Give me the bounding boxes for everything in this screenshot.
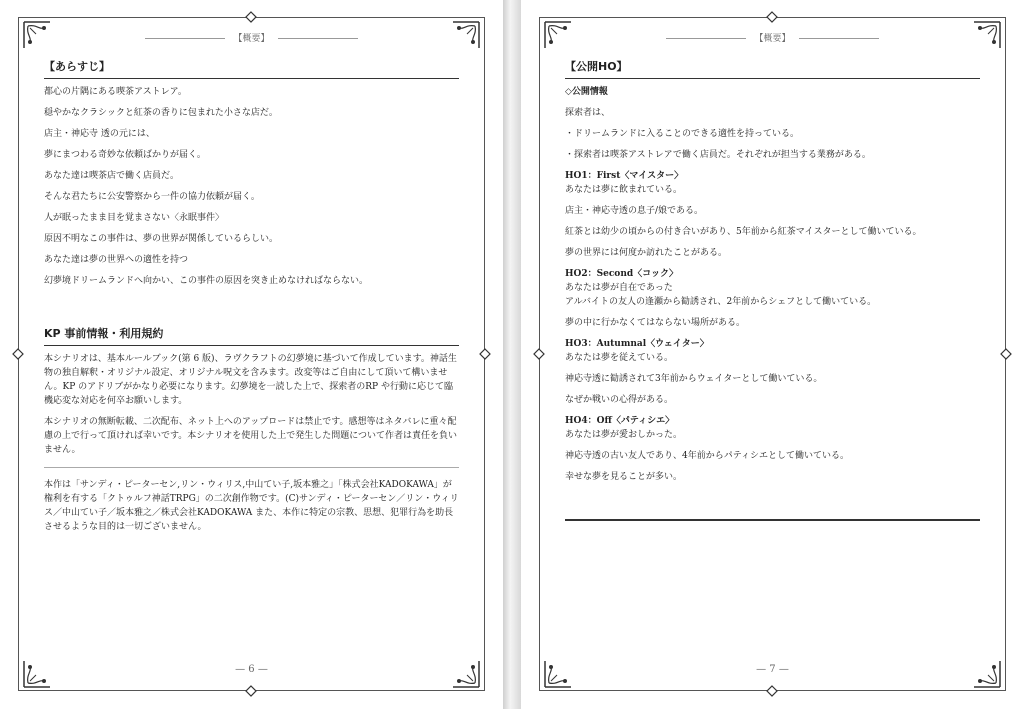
page-number: — 6 — <box>235 664 268 675</box>
diamond-icon <box>12 348 24 360</box>
handout-line: 夢の世界には何度か訪れたことがある。 <box>565 248 728 258</box>
diamond-icon <box>245 685 257 697</box>
page-header <box>521 31 1024 44</box>
left-content <box>44 58 459 541</box>
handout-line: あなたは夢が愛おしかった。 <box>565 430 683 440</box>
synopsis-line: そんな君たちに公安警察から一件の協力依頼が届く。 <box>44 192 260 202</box>
diamond-icon <box>245 11 257 23</box>
synopsis-line: 夢にまつわる奇妙な依頼ばかりが届く。 <box>44 150 206 160</box>
handout-line: 神応寺透の古い友人であり、4年前からパティシエとして働いている。 <box>565 451 850 461</box>
handout-line: アルバイトの友人の逢瀬から勧誘され、2年前からシェフとして働いている。 <box>565 297 877 307</box>
section-end-rule <box>565 519 980 521</box>
kp-info-title: KP 事前情報・利用規約 <box>44 327 164 340</box>
handout-ho1 <box>565 169 980 260</box>
diamond-icon <box>1000 348 1012 360</box>
left-page <box>0 0 503 709</box>
page-header <box>0 31 503 44</box>
book-gutter <box>503 0 521 709</box>
handout-title: HO2：Second〈コック〉 <box>565 269 678 279</box>
diamond-icon <box>766 685 778 697</box>
diamond-icon <box>479 348 491 360</box>
handout-line: あなたは夢を従えている。 <box>565 353 674 363</box>
page-number: — 7 — <box>756 664 789 675</box>
handout-line: 神応寺透に勧誘されて3年前からウェイターとして働いている。 <box>565 374 823 384</box>
handout-line: なぜか戦いの心得がある。 <box>565 395 674 405</box>
synopsis-line: 原因不明なこの事件は、夢の世界が関係しているらしい。 <box>44 234 279 244</box>
kp-paragraph: 本シナリオは、基本ルールブック(第 6 版)、ラヴクラフトの幻夢境に基づいて作成しています。神話生物の独自解釈・オリジナル設定、オリジナル呪文を含みます。改変等はご自由にして頂いて構いません。KP のアドリブがかなり必要になります。幻夢境を一読した上で、探索者のRP や行動に応じて臨機応変な対応を何卒お願いします。 <box>44 354 457 406</box>
right-page <box>521 0 1024 709</box>
handout-line: 紅茶とは幼少の頃からの付き合いがあり、5年前から紅茶マイスターとして働いている。 <box>565 227 922 237</box>
public-ho-title: 【公開HO】 <box>565 60 628 73</box>
header-label: 【概要】 <box>233 34 270 44</box>
handout-line: あなたは夢に飲まれている。 <box>565 185 683 195</box>
handout-ho4 <box>565 414 980 484</box>
public-info-title: ◇公開情報 <box>565 87 608 97</box>
handout-title: HO4：Off〈パティシエ〉 <box>565 416 675 426</box>
diamond-icon <box>766 11 778 23</box>
diamond-icon <box>533 348 545 360</box>
handout-line: あなたは夢が自在であった <box>565 283 673 293</box>
copyright-notice: 本作は「サンディ・ピーターセン,リン・ウィリス,中山てい子,坂本雅之」「株式会社KADOKAWA」が権利を有する「クトゥルフ神話TRPG」の二次創作物です。(C)サンディ・ピーターセン／リン・ウィリス／中山てい子／坂本雅之／株式会社KADOKAWA また、本作に特定の宗教、思想、犯罪行為を助長させるような目的は一切ございません。 <box>44 480 459 532</box>
right-content <box>565 58 980 521</box>
header-label: 【概要】 <box>754 34 791 44</box>
handout-title: HO3：Autumnal〈ウェイター〉 <box>565 339 709 349</box>
synopsis-line: 穏やかなクラシックと紅茶の香りに包まれた小さな店だ。 <box>44 108 278 118</box>
synopsis-title: 【あらすじ】 <box>44 60 110 73</box>
synopsis-line: 都心の片隅にある喫茶アストレア。 <box>44 87 187 97</box>
synopsis-line: 人が眠ったまま目を覚まさない〈永眠事件〉 <box>44 213 225 223</box>
synopsis-body <box>44 85 459 288</box>
synopsis-line: 店主・神応寺 透の元には、 <box>44 129 155 139</box>
handout-title: HO1：First〈マイスター〉 <box>565 171 684 181</box>
handout-ho3 <box>565 337 980 407</box>
synopsis-line: あなた達は喫茶店で働く店員だ。 <box>44 171 180 181</box>
handout-line: 店主・神応寺透の息子/娘である。 <box>565 206 704 216</box>
handout-line: 夢の中に行かなくてはならない場所がある。 <box>565 318 746 328</box>
public-info-line: ・ドリームランドに入ることのできる適性を持っている。 <box>565 129 800 139</box>
handout-ho2 <box>565 267 980 330</box>
synopsis-line: あなた達は夢の世界への適性を持つ <box>44 255 189 265</box>
public-info-line: ・探索者は喫茶アストレアで働く店員だ。それぞれが担当する業務がある。 <box>565 150 871 160</box>
kp-paragraph: 本シナリオの無断転載、二次配布、ネット上へのアップロードは禁止です。感想等はネタバレに重々配慮の上で行って頂ければ幸いです。本シナリオを使用した上で発生した問題について作者は責任を負いません。 <box>44 417 458 455</box>
public-info-line: 探索者は、 <box>565 108 611 118</box>
handout-line: 幸せな夢を見ることが多い。 <box>565 472 683 482</box>
synopsis-line: 幻夢境ドリームランドへ向かい、この事件の原因を突き止めなければならない。 <box>44 276 369 286</box>
